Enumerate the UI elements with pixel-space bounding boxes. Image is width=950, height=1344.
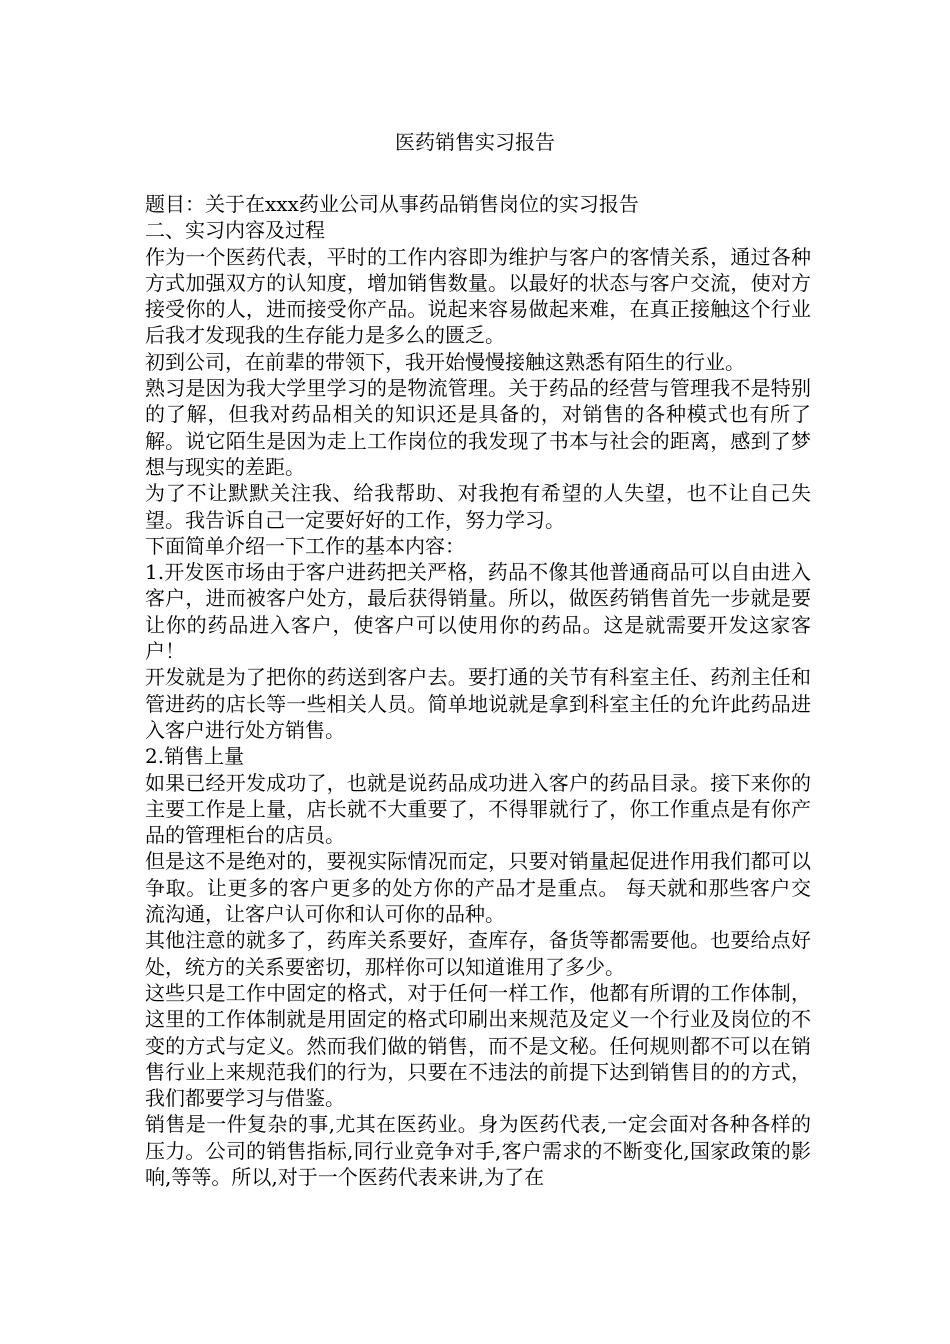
document-body [145, 191, 811, 1190]
paragraph: 作为一个医药代表，平时的工作内容即为维护与客户的客情关系，通过各种方式加强双方的认知度，增加销售数量。以最好的状态与客户交流，使对方接受你的人，进而接受你产品。说起来容易做起来难，在真正接触这个行业后我才发现我的生存能力是多么的匮乏。 [145, 244, 811, 348]
document-title: 医药销售实习报告 [395, 130, 555, 154]
paragraph: 其他注意的就多了，药库关系要好，查库存，备货等都需要他。也要给点好处，统方的关系要密切，那样你可以知道谁用了多少。 [145, 928, 811, 979]
paragraph: 但是这不是绝对的，要视实际情况而定，只要对销量起促进作用我们都可以争取。让更多的客户更多的处方你的产品才是重点。 每天就和那些客户交流沟通，让客户认可你和认可你的品种。 [145, 849, 811, 927]
paragraph-item-1: 1.开发医市场由于客户进药把关严格，药品不像其他普通商品可以自由进入客户，进而被客户处方，最后获得销量。所以，做医药销售首先一步就是要让你的药品进入客户，使客户可以使用你的药品。这是就需要开发这家客户！ [145, 560, 811, 664]
paragraph: 这些只是工作中固定的格式，对于任何一样工作，他都有所谓的工作体制，这里的工作体制就是用固定的格式印刷出来规范及定义一个行业及岗位的不变的方式与定义。然而我们做的销售，而不是文秘。任何规则都不可以在销售行业上来规范我们的行为，只要在不违法的前提下达到销售目的的方式，我们都要学习与借鉴。 [145, 980, 811, 1111]
paragraph: 熟习是因为我大学里学习的是物流管理。关于药品的经营与管理我不是特别的了解，但我对药品相关的知识还是具备的，对销售的各种模式也有所了解。说它陌生是因为走上工作岗位的我发现了书本与社会的距离，感到了梦想与现实的差距。 [145, 376, 811, 479]
paragraph: 初到公司，在前辈的带领下，我开始慢慢接触这熟悉有陌生的行业。 [145, 349, 745, 374]
paragraph: 为了不让默默关注我、给我帮助、对我抱有希望的人失望，也不让自己失望。我告诉自己一定要好好的工作，努力学习。 [145, 481, 811, 532]
paragraph-topic: 题目：关于在xxx药业公司从事药品销售岗位的实习报告 [145, 192, 639, 216]
paragraph: 如果已经开发成功了，也就是说药品成功进入客户的药品目录。接下来你的主要工作是上量，店长就不大重要了，不得罪就行了，你工作重点是有你产品的管理柜台的店员。 [145, 770, 811, 848]
paragraph: 销售是一件复杂的事,尤其在医药业。身为医药代表,一定会面对各种各样的压力。公司的销售指标,同行业竞争对手,客户需求的不断变化,国家政策的影响,等等。所以,对于一个医药代表来讲,为了在 [145, 1112, 811, 1189]
paragraph-item-2-heading: 2.销售上量 [145, 744, 245, 769]
section-heading-internship-content: 二、实习内容及过程 [145, 218, 325, 243]
paragraph: 开发就是为了把你的药送到客户去。要打通的关节有科室主任、药剂主任和管进药的店长等一些相关人员。简单地说就是拿到科室主任的允许此药品进入客户进行处方销售。 [145, 665, 811, 742]
paragraph: 下面简单介绍一下工作的基本内容： [145, 533, 465, 558]
